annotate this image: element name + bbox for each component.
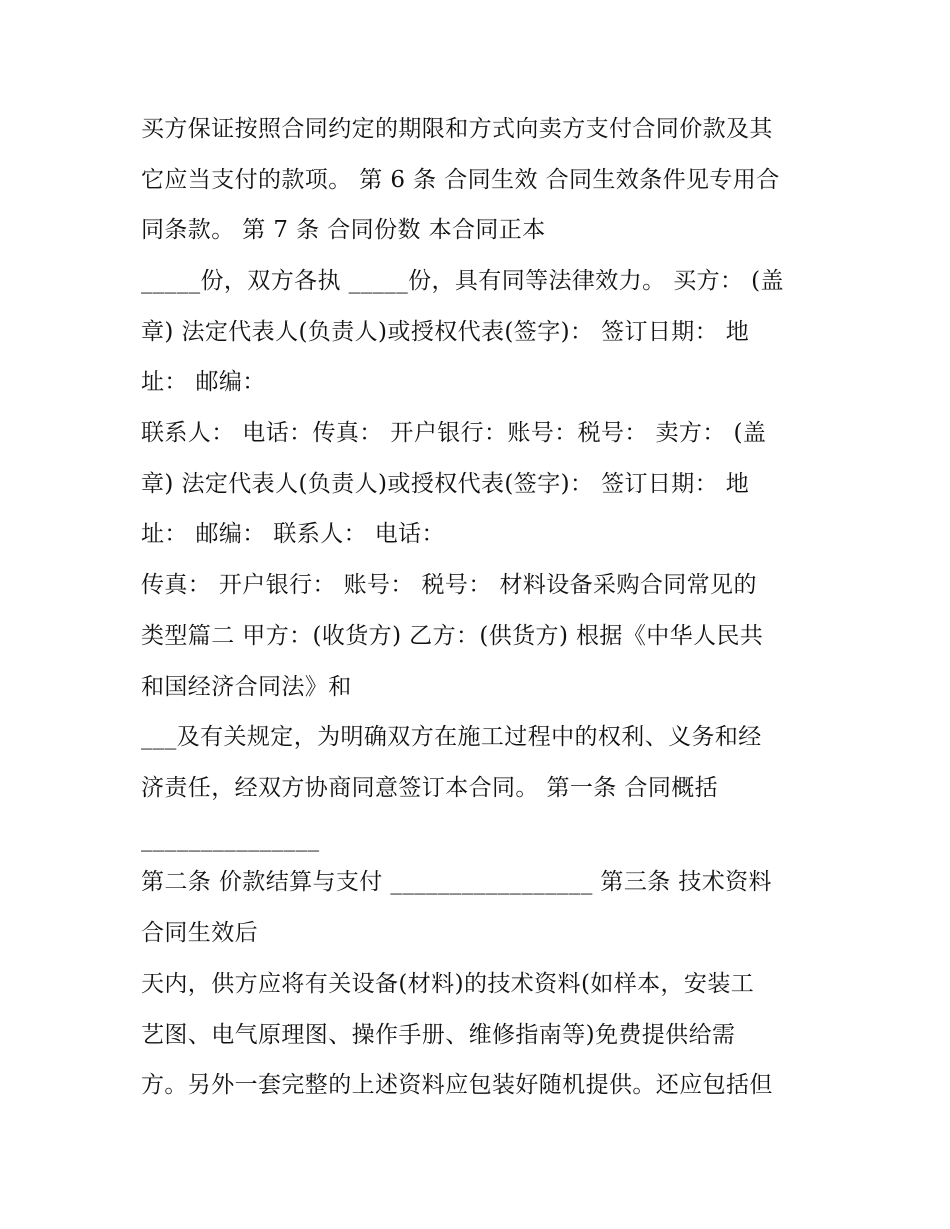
text-line: 天内，供方应将有关设备(材料)的技术资料(如样本，安装工 bbox=[141, 971, 755, 997]
text-line: 方。另外一套完整的上述资料应包装好随机提供。还应包括但 bbox=[141, 1072, 773, 1098]
text-line: 济责任，经双方协商同意签订本合同。 第一条 合同概括 bbox=[141, 775, 719, 801]
text-line: 章) 法定代表人(负责人)或授权代表(签字)： 签订日期： 地 bbox=[141, 319, 750, 345]
text-line: 艺图、电气原理图、操作手册、维修指南等)免费提供给需 bbox=[141, 1022, 736, 1048]
text-line: 和国经济合同法》和 bbox=[141, 674, 352, 700]
text-line: 址： 邮编： bbox=[141, 369, 266, 395]
text-line: 合同生效后 bbox=[141, 920, 258, 946]
text-line: 章) 法定代表人(负责人)或授权代表(签字)： 签订日期： 地 bbox=[141, 471, 750, 497]
text-line: 址： 邮编： 联系人： 电话： bbox=[141, 521, 445, 547]
text-line: 它应当支付的款项。 第 6 条 合同生效 合同生效条件见专用合 bbox=[141, 167, 780, 193]
text-line: ___及有关规定，为明确双方在施工过程中的权利、义务和经 bbox=[141, 724, 762, 750]
text-line: _____份，双方各执 _____份，具有同等法律效力。 买方： (盖 bbox=[141, 268, 784, 294]
text-line: 联系人： 电话：传真： 开户银行：账号：税号： 卖方： (盖 bbox=[141, 420, 767, 446]
text-line: 类型篇二 甲方：(收货方) 乙方：(供货方) 根据《中华人民共 bbox=[141, 623, 764, 649]
text-line: 第二条 价款结算与支付 _________________ 第三条 技术资料 bbox=[141, 869, 772, 895]
text-line: _______________ bbox=[141, 826, 320, 852]
text-line: 买方保证按照合同约定的期限和方式向卖方支付合同价款及其 bbox=[141, 116, 773, 142]
text-line: 传真： 开户银行： 账号： 税号： 材料设备采购合同常见的 bbox=[141, 572, 757, 598]
text-line: 同条款。 第 7 条 合同份数 本合同正本 bbox=[141, 217, 546, 243]
